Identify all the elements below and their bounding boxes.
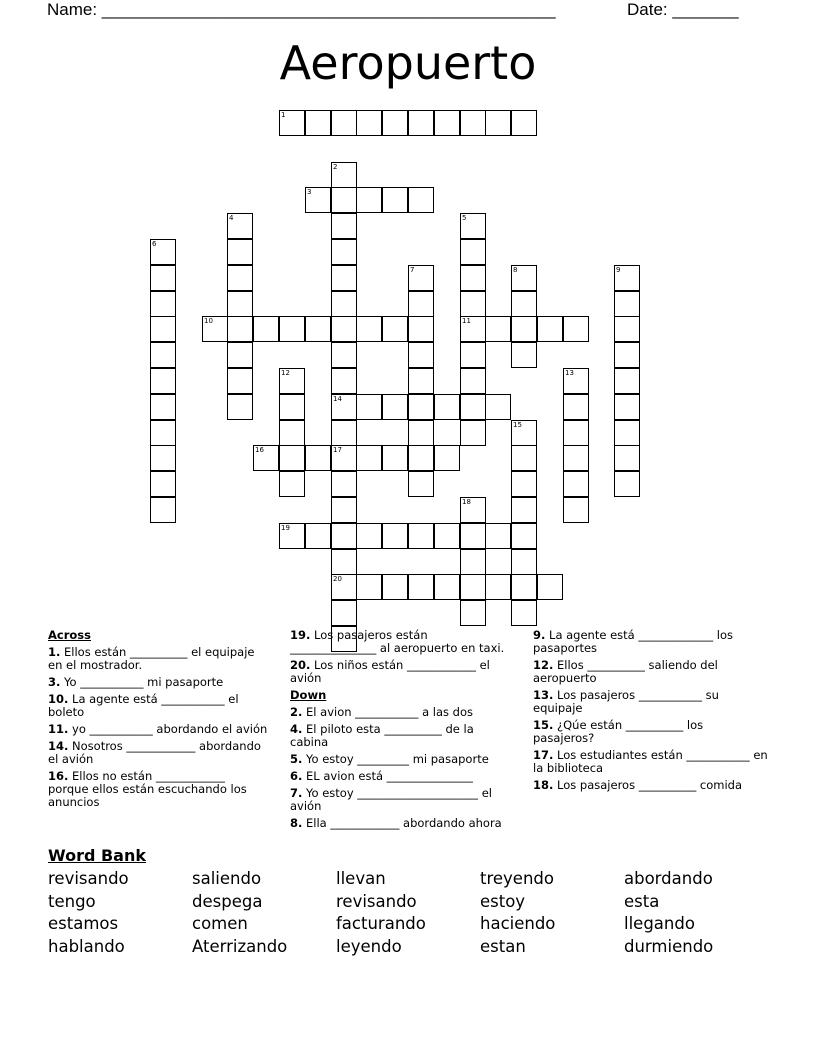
clue-number-label: 8. bbox=[290, 816, 303, 830]
clue-text: EL avion está _______________ bbox=[302, 769, 473, 783]
clue-number: 6 bbox=[152, 240, 157, 248]
grid-cell[interactable] bbox=[460, 265, 486, 291]
clue-item bbox=[290, 753, 515, 766]
grid-cell[interactable] bbox=[408, 574, 434, 600]
word-bank-item: estoy bbox=[480, 891, 526, 911]
grid-cell[interactable] bbox=[434, 574, 460, 600]
grid-cell[interactable] bbox=[460, 342, 486, 368]
grid-cell[interactable] bbox=[563, 368, 589, 394]
word-bank-item: facturando bbox=[336, 914, 426, 933]
word-bank-item: llegando bbox=[624, 914, 695, 933]
grid-cell[interactable] bbox=[227, 342, 253, 368]
grid-cell[interactable] bbox=[563, 445, 589, 471]
clue-item bbox=[48, 770, 268, 809]
grid-cell[interactable] bbox=[537, 316, 563, 342]
grid-cell[interactable] bbox=[511, 316, 537, 342]
grid-cell[interactable] bbox=[331, 368, 357, 394]
grid-cell[interactable] bbox=[460, 523, 486, 549]
clue-number-label: 9. bbox=[533, 628, 546, 642]
grid-cell[interactable] bbox=[305, 445, 331, 471]
clue-number-label: 7. bbox=[290, 786, 303, 800]
clues-column-1 bbox=[48, 629, 268, 813]
grid-cell[interactable] bbox=[331, 239, 357, 265]
grid-cell[interactable] bbox=[279, 420, 305, 446]
grid-cell[interactable] bbox=[563, 420, 589, 446]
clue-number: 11 bbox=[462, 317, 471, 325]
grid-cell[interactable] bbox=[331, 574, 357, 600]
grid-cell[interactable] bbox=[434, 523, 460, 549]
grid-cell[interactable] bbox=[331, 291, 357, 317]
grid-cell[interactable] bbox=[150, 291, 176, 317]
grid-cell[interactable] bbox=[279, 110, 305, 136]
grid-cell[interactable] bbox=[331, 187, 357, 213]
clue-item bbox=[48, 676, 268, 689]
clue-item bbox=[290, 770, 515, 783]
grid-cell[interactable] bbox=[511, 342, 537, 368]
grid-cell[interactable] bbox=[614, 368, 640, 394]
grid-cell[interactable] bbox=[382, 110, 408, 136]
grid-cell[interactable] bbox=[614, 265, 640, 291]
grid-cell[interactable] bbox=[382, 187, 408, 213]
clue-text: Los pasajeros están _______________ al aeropuerto en taxi. bbox=[290, 628, 505, 655]
clue-heading: Across bbox=[48, 628, 91, 642]
clue-number-label: 6. bbox=[290, 769, 303, 783]
clue-item bbox=[533, 659, 768, 685]
clue-item bbox=[290, 787, 515, 813]
clue-item bbox=[48, 646, 268, 672]
clue-number: 3 bbox=[307, 188, 312, 196]
clue-number: 19 bbox=[281, 524, 290, 532]
grid-cell[interactable] bbox=[460, 368, 486, 394]
clue-number: 17 bbox=[333, 446, 342, 454]
grid-cell[interactable] bbox=[434, 394, 460, 420]
grid-cell[interactable] bbox=[150, 316, 176, 342]
grid-cell[interactable] bbox=[356, 523, 382, 549]
grid-cell[interactable] bbox=[305, 523, 331, 549]
grid-cell[interactable] bbox=[460, 291, 486, 317]
clue-number: 8 bbox=[513, 266, 518, 274]
grid-cell[interactable] bbox=[227, 291, 253, 317]
grid-cell[interactable] bbox=[511, 291, 537, 317]
grid-cell[interactable] bbox=[460, 497, 486, 523]
grid-cell[interactable] bbox=[511, 549, 537, 575]
grid-cell[interactable] bbox=[356, 394, 382, 420]
grid-cell[interactable] bbox=[485, 394, 511, 420]
clue-item bbox=[290, 817, 515, 830]
clue-number-label: 18. bbox=[533, 778, 554, 792]
clue-item bbox=[533, 689, 768, 715]
clue-number: 1 bbox=[281, 111, 286, 119]
grid-cell[interactable] bbox=[485, 523, 511, 549]
grid-cell[interactable] bbox=[563, 316, 589, 342]
grid-cell[interactable] bbox=[331, 445, 357, 471]
word-bank-item: Aterrizando bbox=[192, 936, 288, 956]
grid-cell[interactable] bbox=[408, 342, 434, 368]
grid-cell[interactable] bbox=[460, 316, 486, 342]
clue-number: 14 bbox=[333, 395, 342, 403]
grid-cell[interactable] bbox=[460, 110, 486, 136]
grid-cell[interactable] bbox=[356, 187, 382, 213]
word-bank-item: leyendo bbox=[336, 936, 402, 956]
grid-cell[interactable] bbox=[511, 445, 537, 471]
clue-text: La agente está ___________ el boleto bbox=[48, 692, 239, 719]
clues-column-3 bbox=[533, 629, 768, 796]
grid-cell[interactable] bbox=[150, 471, 176, 497]
clue-item bbox=[290, 706, 515, 719]
word-bank-item: treyendo bbox=[480, 869, 554, 888]
clue-number-label: 19. bbox=[290, 628, 311, 642]
grid-cell[interactable] bbox=[614, 394, 640, 420]
clue-text: Ellos no están ____________ porque ellos están escuchando los anuncios bbox=[48, 769, 247, 809]
grid-cell[interactable] bbox=[150, 265, 176, 291]
grid-cell[interactable] bbox=[202, 316, 228, 342]
grid-cell[interactable] bbox=[305, 110, 331, 136]
grid-cell[interactable] bbox=[331, 549, 357, 575]
grid-cell[interactable] bbox=[382, 316, 408, 342]
grid-cell[interactable] bbox=[279, 368, 305, 394]
grid-cell[interactable] bbox=[356, 316, 382, 342]
grid-cell[interactable] bbox=[150, 239, 176, 265]
grid-cell[interactable] bbox=[356, 574, 382, 600]
grid-cell[interactable] bbox=[434, 110, 460, 136]
clue-number-label: 13. bbox=[533, 688, 554, 702]
clue-text: Ella ____________ abordando ahora bbox=[302, 816, 502, 830]
word-bank-title: Word Bank bbox=[48, 846, 147, 865]
clue-item bbox=[48, 723, 268, 736]
word-bank-item: esta bbox=[624, 891, 660, 911]
clue-number: 13 bbox=[565, 369, 574, 377]
clue-number-label: 16. bbox=[48, 769, 69, 783]
clue-number: 4 bbox=[229, 214, 234, 222]
grid-cell[interactable] bbox=[485, 574, 511, 600]
grid-cell[interactable] bbox=[460, 420, 486, 446]
clue-number-label: 11. bbox=[48, 722, 69, 736]
grid-cell[interactable] bbox=[460, 394, 486, 420]
grid-cell[interactable] bbox=[150, 368, 176, 394]
grid-cell[interactable] bbox=[408, 110, 434, 136]
grid-cell[interactable] bbox=[408, 420, 434, 446]
grid-cell[interactable] bbox=[460, 213, 486, 239]
word-bank-item: comen bbox=[192, 914, 248, 933]
clue-number: 20 bbox=[333, 575, 342, 583]
clue-item bbox=[290, 629, 515, 655]
clue-number-label: 4. bbox=[290, 722, 303, 736]
grid-cell[interactable] bbox=[511, 265, 537, 291]
grid-cell[interactable] bbox=[227, 316, 253, 342]
grid-cell[interactable] bbox=[305, 316, 331, 342]
clue-item bbox=[533, 749, 768, 775]
word-bank-item: haciendo bbox=[480, 914, 556, 933]
grid-cell[interactable] bbox=[227, 213, 253, 239]
grid-cell[interactable] bbox=[614, 445, 640, 471]
grid-cell[interactable] bbox=[331, 265, 357, 291]
word-bank-item: despega bbox=[192, 891, 263, 911]
grid-cell[interactable] bbox=[331, 600, 357, 626]
grid-cell[interactable] bbox=[279, 471, 305, 497]
clues-column-2 bbox=[290, 629, 515, 834]
clue-item bbox=[48, 740, 268, 766]
grid-cell[interactable] bbox=[614, 316, 640, 342]
clue-number: 7 bbox=[410, 266, 415, 274]
grid-cell[interactable] bbox=[460, 549, 486, 575]
clue-number: 9 bbox=[616, 266, 621, 274]
grid-cell[interactable] bbox=[331, 420, 357, 446]
word-bank-item: abordando bbox=[624, 869, 713, 888]
clue-number: 2 bbox=[333, 163, 338, 171]
word-bank-item: hablando bbox=[48, 936, 125, 956]
grid-cell[interactable] bbox=[485, 110, 511, 136]
grid-cell[interactable] bbox=[485, 316, 511, 342]
word-bank-item: estamos bbox=[48, 914, 119, 933]
grid-cell[interactable] bbox=[408, 368, 434, 394]
clue-item bbox=[533, 629, 768, 655]
grid-cell[interactable] bbox=[305, 187, 331, 213]
grid-cell[interactable] bbox=[563, 471, 589, 497]
grid-cell[interactable] bbox=[331, 162, 357, 188]
grid-cell[interactable] bbox=[279, 394, 305, 420]
grid-cell[interactable] bbox=[331, 497, 357, 523]
clue-text: Los pasajeros __________ comida bbox=[553, 778, 742, 792]
clue-text: Los pasajeros ___________ su equipaje bbox=[533, 688, 719, 715]
grid-cell[interactable] bbox=[408, 291, 434, 317]
grid-cell[interactable] bbox=[434, 445, 460, 471]
name-field-label: Name: ________________________________________________ bbox=[47, 0, 556, 19]
grid-cell[interactable] bbox=[408, 394, 434, 420]
grid-cell[interactable] bbox=[511, 420, 537, 446]
grid-cell[interactable] bbox=[227, 368, 253, 394]
page-title: Aeropuerto bbox=[279, 36, 537, 90]
word-bank-item: saliendo bbox=[192, 869, 262, 888]
grid-cell[interactable] bbox=[511, 574, 537, 600]
clue-number: 12 bbox=[281, 369, 290, 377]
grid-cell[interactable] bbox=[614, 471, 640, 497]
clue-text: Yo estoy _________ mi pasaporte bbox=[302, 752, 489, 766]
clue-number: 10 bbox=[204, 317, 213, 325]
clue-number: 16 bbox=[255, 446, 264, 454]
clue-text: Nosotros ____________ abordando el avión bbox=[48, 739, 261, 766]
word-bank-item: estan bbox=[480, 936, 526, 956]
grid-cell[interactable] bbox=[460, 600, 486, 626]
word-bank-item: revisando bbox=[48, 869, 129, 888]
grid-cell[interactable] bbox=[331, 394, 357, 420]
grid-cell[interactable] bbox=[279, 316, 305, 342]
grid-cell[interactable] bbox=[460, 239, 486, 265]
grid-cell[interactable] bbox=[227, 239, 253, 265]
grid-cell[interactable] bbox=[356, 445, 382, 471]
grid-cell[interactable] bbox=[563, 394, 589, 420]
grid-cell[interactable] bbox=[253, 316, 279, 342]
grid-cell[interactable] bbox=[408, 471, 434, 497]
clue-heading: Down bbox=[290, 688, 327, 702]
clue-text: Yo ___________ mi pasaporte bbox=[60, 675, 224, 689]
word-bank-item: revisando bbox=[336, 891, 417, 911]
grid-cell[interactable] bbox=[331, 342, 357, 368]
clue-item bbox=[533, 719, 768, 745]
grid-cell[interactable] bbox=[511, 523, 537, 549]
grid-cell[interactable] bbox=[408, 316, 434, 342]
grid-cell[interactable] bbox=[150, 445, 176, 471]
grid-cell[interactable] bbox=[253, 445, 279, 471]
clue-text: La agente está _____________ los pasaportes bbox=[533, 628, 733, 655]
grid-cell[interactable] bbox=[614, 291, 640, 317]
grid-cell[interactable] bbox=[227, 265, 253, 291]
clue-number-label: 15. bbox=[533, 718, 554, 732]
grid-cell[interactable] bbox=[150, 394, 176, 420]
grid-cell[interactable] bbox=[331, 471, 357, 497]
date-field-label: Date: _______ bbox=[627, 0, 739, 19]
clue-number-label: 1. bbox=[48, 645, 61, 659]
clue-number-label: 3. bbox=[48, 675, 61, 689]
clue-text: El piloto esta __________ de la cabina bbox=[290, 722, 474, 749]
clue-item bbox=[290, 659, 515, 685]
clue-number-label: 17. bbox=[533, 748, 554, 762]
grid-cell[interactable] bbox=[382, 445, 408, 471]
grid-cell[interactable] bbox=[408, 265, 434, 291]
clue-text: Ellos están __________ el equipaje en el mostrador. bbox=[48, 645, 255, 672]
word-bank-item: durmiendo bbox=[624, 936, 714, 956]
grid-cell[interactable] bbox=[408, 523, 434, 549]
clue-text: El avion ___________ a las dos bbox=[302, 705, 473, 719]
grid-cell[interactable] bbox=[511, 497, 537, 523]
grid-cell[interactable] bbox=[614, 342, 640, 368]
clue-text: yo ___________ abordando el avión bbox=[68, 722, 268, 736]
grid-cell[interactable] bbox=[537, 574, 563, 600]
grid-cell[interactable] bbox=[279, 523, 305, 549]
grid-cell[interactable] bbox=[511, 110, 537, 136]
clue-number-label: 20. bbox=[290, 658, 311, 672]
clue-number-label: 10. bbox=[48, 692, 69, 706]
grid-cell[interactable] bbox=[150, 420, 176, 446]
grid-cell[interactable] bbox=[150, 497, 176, 523]
grid-cell[interactable] bbox=[382, 574, 408, 600]
grid-cell[interactable] bbox=[331, 110, 357, 136]
grid-cell[interactable] bbox=[331, 523, 357, 549]
clue-number-label: 2. bbox=[290, 705, 303, 719]
grid-cell[interactable] bbox=[150, 342, 176, 368]
grid-cell[interactable] bbox=[331, 316, 357, 342]
clue-text: Los niños están ____________ el avión bbox=[290, 658, 490, 685]
grid-cell[interactable] bbox=[563, 497, 589, 523]
clue-number: 5 bbox=[462, 214, 467, 222]
clue-text: Los estudiantes están ___________ en la biblioteca bbox=[533, 748, 768, 775]
grid-cell[interactable] bbox=[382, 523, 408, 549]
grid-cell[interactable] bbox=[511, 471, 537, 497]
clue-item bbox=[48, 693, 268, 719]
grid-cell[interactable] bbox=[408, 187, 434, 213]
grid-cell[interactable] bbox=[408, 445, 434, 471]
clue-number: 15 bbox=[513, 421, 522, 429]
grid-cell[interactable] bbox=[279, 445, 305, 471]
clue-number-label: 14. bbox=[48, 739, 69, 753]
clue-number: 18 bbox=[462, 498, 471, 506]
grid-cell[interactable] bbox=[382, 394, 408, 420]
word-bank-item: tengo bbox=[48, 891, 96, 911]
grid-cell[interactable] bbox=[356, 110, 382, 136]
grid-cell[interactable] bbox=[227, 394, 253, 420]
clue-text: ¿Qúe están __________ los pasajeros? bbox=[533, 718, 704, 745]
word-bank-item: llevan bbox=[336, 869, 386, 888]
grid-cell[interactable] bbox=[460, 574, 486, 600]
clue-number-label: 5. bbox=[290, 752, 303, 766]
clue-item bbox=[290, 723, 515, 749]
clue-number-label: 12. bbox=[533, 658, 554, 672]
clue-text: Ellos __________ saliendo del aeropuerto bbox=[533, 658, 718, 685]
grid-cell[interactable] bbox=[331, 213, 357, 239]
grid-cell[interactable] bbox=[614, 420, 640, 446]
clue-text: Yo estoy _____________________ el avión bbox=[290, 786, 492, 813]
grid-cell[interactable] bbox=[511, 600, 537, 626]
word-bank bbox=[48, 868, 768, 958]
clue-item bbox=[533, 779, 768, 792]
